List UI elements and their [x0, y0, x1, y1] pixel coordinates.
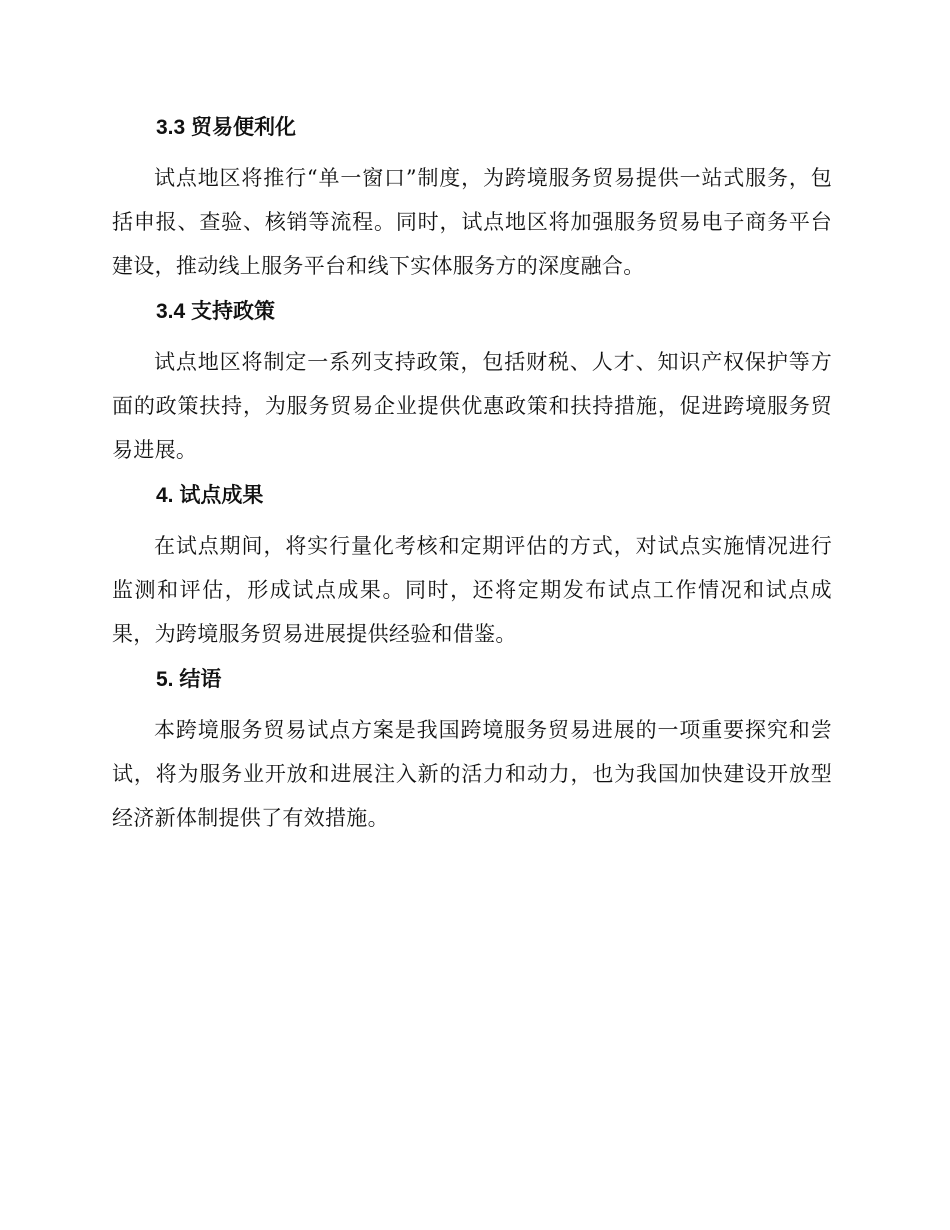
- section-paragraph: 本跨境服务贸易试点方案是我国跨境服务贸易进展的一项重要探究和尝试，将为服务业开放和进展注入新的活力和动力，也为我国加快建设开放型经济新体制提供了有效措施。: [112, 718, 832, 830]
- section-conclusion: [112, 660, 832, 840]
- section-paragraph: 试点地区将制定一系列支持政策，包括财税、人才、知识产权保护等方面的政策扶持，为服务贸易企业提供优惠政策和扶持措施，促进跨境服务贸易进展。: [112, 350, 832, 462]
- section-heading: 4. 试点成果: [156, 484, 264, 507]
- section-support-policy: [112, 292, 832, 472]
- section-pilot-results: [112, 476, 832, 656]
- section-heading: 5. 结语: [156, 668, 222, 691]
- section-paragraph: 试点地区将推行“单一窗口”制度，为跨境服务贸易提供一站式服务，包括申报、查验、核销等流程。同时，试点地区将加强服务贸易电子商务平台建设，推动线上服务平台和线下实体服务方的深度融合。: [112, 166, 832, 278]
- section-heading: 3.4 支持政策: [156, 300, 276, 323]
- section-trade-facilitation: [112, 108, 832, 288]
- section-paragraph: 在试点期间，将实行量化考核和定期评估的方式，对试点实施情况进行监测和评估，形成试点成果。同时，还将定期发布试点工作情况和试点成果，为跨境服务贸易进展提供经验和借鉴。: [112, 534, 832, 646]
- section-heading: 3.3 贸易便利化: [156, 116, 297, 139]
